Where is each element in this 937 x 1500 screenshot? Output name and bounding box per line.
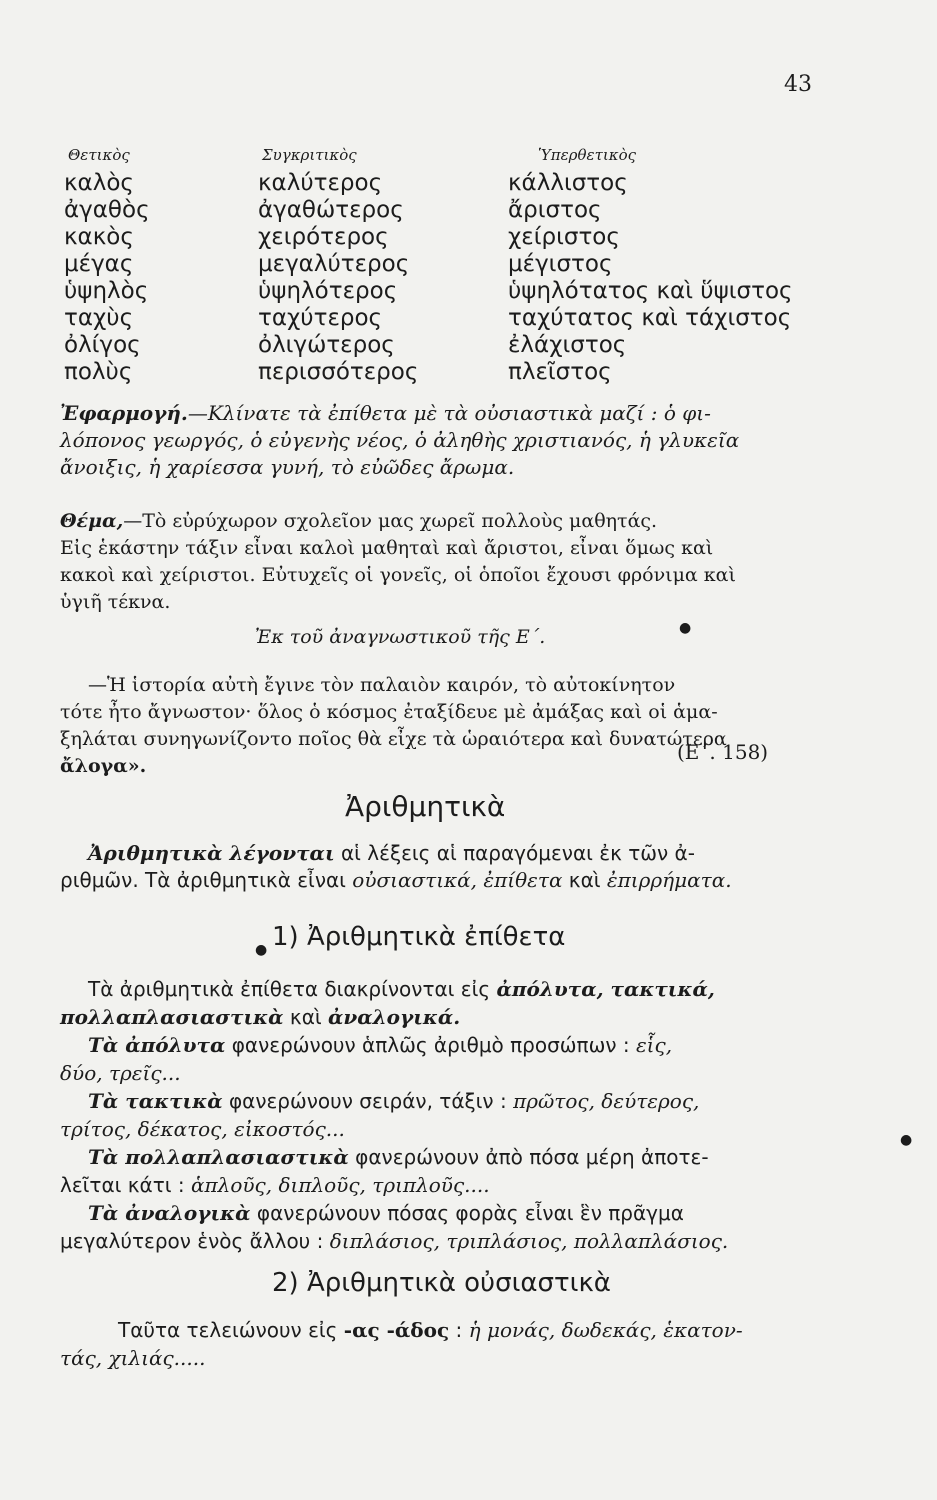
item-term: Τὰ πολλαπλασιαστικὰ [88,1145,349,1169]
bullet-mark: ● [900,1132,913,1148]
exercise-line: ἄνοιξις, ἡ χαρίεσσα γυνή, τὸ εὐῶδες ἄρωμα. [60,455,515,479]
word: ταχὺς [64,305,134,331]
word: κακὸς [64,224,134,250]
word: πλεῖστος [508,359,612,385]
quote-line: —Ἡ ἱστορία αὐτὴ ἔγινε τὸν παλαιὸν καιρόν, τὸ αὐτοκίνητον [88,674,676,696]
item-term: Τὰ τακτικὰ [88,1089,223,1113]
word: καλὸς [64,170,134,196]
bullet-mark: ● [255,942,268,958]
exercise-line: λόπονος γεωργός, ὁ εὐγενὴς νέος, ὁ ἀληθὴς χριστιανός, ἡ γλυκεῖα [60,428,740,452]
theme-line: κακοὶ καὶ χείριστοι. Εὐτυχεῖς οἱ γονεῖς, οἱ ὁποῖοι ἔχουσι φρόνιμα καὶ [60,564,736,586]
item-example: ἁπλοῦς, διπλοῦς, τριπλοῦς.... [191,1173,490,1197]
item-continuation: λεῖται κάτι : [60,1173,191,1197]
sub2-example: τάς, χιλιάς..... [60,1346,206,1370]
definition-text: ριθμῶν. Τὰ ἀριθμητικὰ εἶναι [60,868,353,892]
sub1-text: Τὰ ἀριθμητικὰ ἐπίθετα διακρίνονται εἰς [88,977,497,1001]
bullet-mark: ● [679,620,692,636]
exercise-line: —Κλίνατε τὰ ἐπίθετα μὲ τὰ οὐσιαστικὰ μαζί : ὁ φι- [187,401,711,425]
item-text: φανερώνουν σειράν, τάξιν : [222,1089,514,1113]
definition-term: Ἀριθμητικὰ λέγονται [88,841,335,865]
section-title: Ἀριθμητικὰ [345,790,506,823]
definition-emph: οὐσιαστικά, ἐπίθετα [352,868,563,892]
item-continuation: τρίτος, δέκατος, εἰκοστός... [60,1117,345,1141]
sub1-emph: πολλαπλασιαστικὰ [60,1005,284,1029]
word: περισσότερος [258,359,419,385]
quote-line: τότε ἦτο ἄγνωστον· ὅλος ὁ κόσμος ἐταξίδευε μὲ ἀμάξας καὶ οἱ ἁμα- [60,701,718,723]
column-superlative [508,170,793,386]
word: ἀγαθώτερος [258,197,404,223]
column-comparative [258,170,418,386]
word: χείριστος [508,224,620,250]
item-term: Τὰ ἀναλογικὰ [88,1201,251,1225]
sub1-text: καὶ [283,1005,328,1029]
item-continuation: δύο, τρεῖς... [60,1061,181,1085]
word: ὑψηλότερος [258,278,398,304]
definition-text: καὶ [562,868,607,892]
subsection1-title: 1) Ἀριθμητικὰ ἐπίθετα [272,922,566,952]
word: χειρότερος [258,224,389,250]
theme-label: Θέμα, [60,510,124,532]
sub2-emph: -ας -άδος [343,1318,450,1342]
word: μέγιστος [508,251,613,277]
word: μέγας [64,251,134,277]
word: ἀγαθὸς [64,197,150,223]
column-positive [64,170,150,386]
item-continuation: μεγαλύτερον ἑνὸς ἄλλου : [60,1229,330,1253]
exercise-label: Ἐφαρμογή. [60,401,188,425]
definition-block [60,840,860,894]
word: πολὺς [64,359,133,385]
item-example: διπλάσιος, τριπλάσιος, πολλαπλάσιος. [329,1229,729,1253]
word: κάλλιστος [508,170,628,196]
word: ὀλίγος [64,332,141,358]
subsection2-body [60,1316,860,1372]
theme-line: —Τὸ εὐρύχωρον σχολεῖον μας χωρεῖ πολλοὺς μαθητάς. [123,510,658,532]
word: ὑψηλότατος καὶ ὕψιστος [508,278,793,304]
subsection1-body [60,975,860,1255]
header-comparative: Συγκριτικὸς [262,146,357,164]
definition-emph: ἐπιρρήματα. [606,868,732,892]
item-text: φανερώνουν πόσας φορὰς εἶναι ἓν πρᾶγμα [250,1201,684,1225]
word: ταχύτατος καὶ τάχιστος [508,305,792,331]
word: ἐλάχιστος [508,332,627,358]
sub1-emph: ἀπόλυτα, τακτικά, [496,977,715,1001]
item-example: εἷς, [635,1033,673,1057]
word: καλύτερος [258,170,383,196]
reader-source: Ἐκ τοῦ ἀναγνωστικοῦ τῆς Ε΄. [255,626,546,648]
sub2-text: Ταῦτα τελειώνουν εἰς [118,1318,344,1342]
sub1-emph: ἀναλογικά. [328,1005,461,1029]
exercise-block [60,400,860,481]
item-term: Τὰ ἀπόλυτα [88,1033,226,1057]
quote-citation: (Ε΄. 158) [677,740,769,764]
word: ἄριστος [508,197,602,223]
header-positive: Θετικὸς [68,146,130,164]
quote-line: ξηλάται συνηγωνίζοντο ποῖος θὰ εἶχε τὰ ὡραιότερα καὶ δυνατώτερα [60,728,727,750]
word: ὑψηλὸς [64,278,149,304]
item-example: πρῶτος, δεύτερος, [513,1089,700,1113]
item-text: φανερώνουν ἁπλῶς ἀριθμὸ προσώπων : [225,1033,636,1057]
sub2-text: : [449,1318,469,1342]
sub2-example: ἡ μονάς, δωδεκάς, ἑκατον- [468,1318,743,1342]
word: ταχύτερος [258,305,383,331]
theme-line: ὑγιῆ τέκνα. [60,591,171,613]
word: ὀλιγώτερος [258,332,395,358]
word: μεγαλύτερος [258,251,410,277]
subsection2-title: 2) Ἀριθμητικὰ οὐσιαστικὰ [272,1268,611,1298]
header-superlative: Ὑπερθετικὸς [538,146,637,164]
theme-line: Εἰς ἑκάστην τάξιν εἶναι καλοὶ μαθηταὶ καὶ ἄριστοι, εἶναι ὅμως καὶ [60,537,714,559]
definition-text: αἱ λέξεις αἱ παραγόμεναι ἐκ τῶν ἀ- [334,841,695,865]
item-text: φανερώνουν ἀπὸ πόσα μέρη ἀποτε- [348,1145,709,1169]
theme-block [60,508,860,616]
page-number: 43 [784,72,812,97]
quote-line: ἄλογα». [60,755,147,777]
